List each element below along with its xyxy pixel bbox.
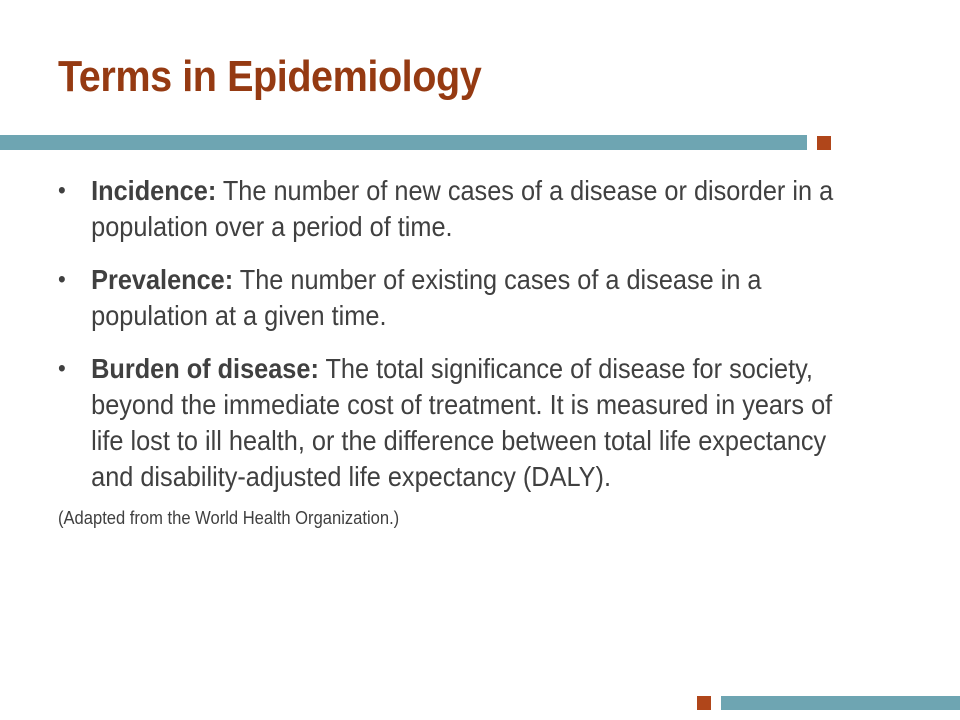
term-label: Burden of disease: bbox=[91, 353, 319, 384]
top-accent-bar bbox=[0, 135, 807, 150]
term-label: Incidence: bbox=[91, 175, 217, 206]
bullet-item-burden-of-disease bbox=[58, 351, 846, 495]
source-note: (Adapted from the World Health Organization.) bbox=[58, 508, 400, 528]
term-definition: The total significance of disease for society, beyond the immediate cost of treatment. It is measured in years of life lost to ill health, or the difference between total life expectancy and disability-adjusted life expectancy (DALY). bbox=[91, 353, 833, 492]
term-definition: The number of new cases of a disease or disorder in a population over a period of time. bbox=[91, 175, 834, 242]
bullet-item-incidence bbox=[58, 173, 846, 245]
bullet-icon: • bbox=[58, 266, 66, 293]
bullet-list bbox=[58, 173, 858, 495]
bottom-accent-bar bbox=[721, 696, 960, 710]
bottom-accent-square bbox=[697, 696, 711, 710]
term-definition: The number of existing cases of a disease in a population at a given time. bbox=[91, 264, 762, 331]
bullet-icon: • bbox=[58, 355, 66, 382]
slide-title: Terms in Epidemiology bbox=[58, 52, 482, 101]
top-accent-square bbox=[817, 136, 831, 150]
bullet-item-prevalence bbox=[58, 262, 846, 334]
slide-content bbox=[58, 173, 858, 529]
bullet-icon: • bbox=[58, 177, 66, 204]
term-label: Prevalence: bbox=[91, 264, 234, 295]
